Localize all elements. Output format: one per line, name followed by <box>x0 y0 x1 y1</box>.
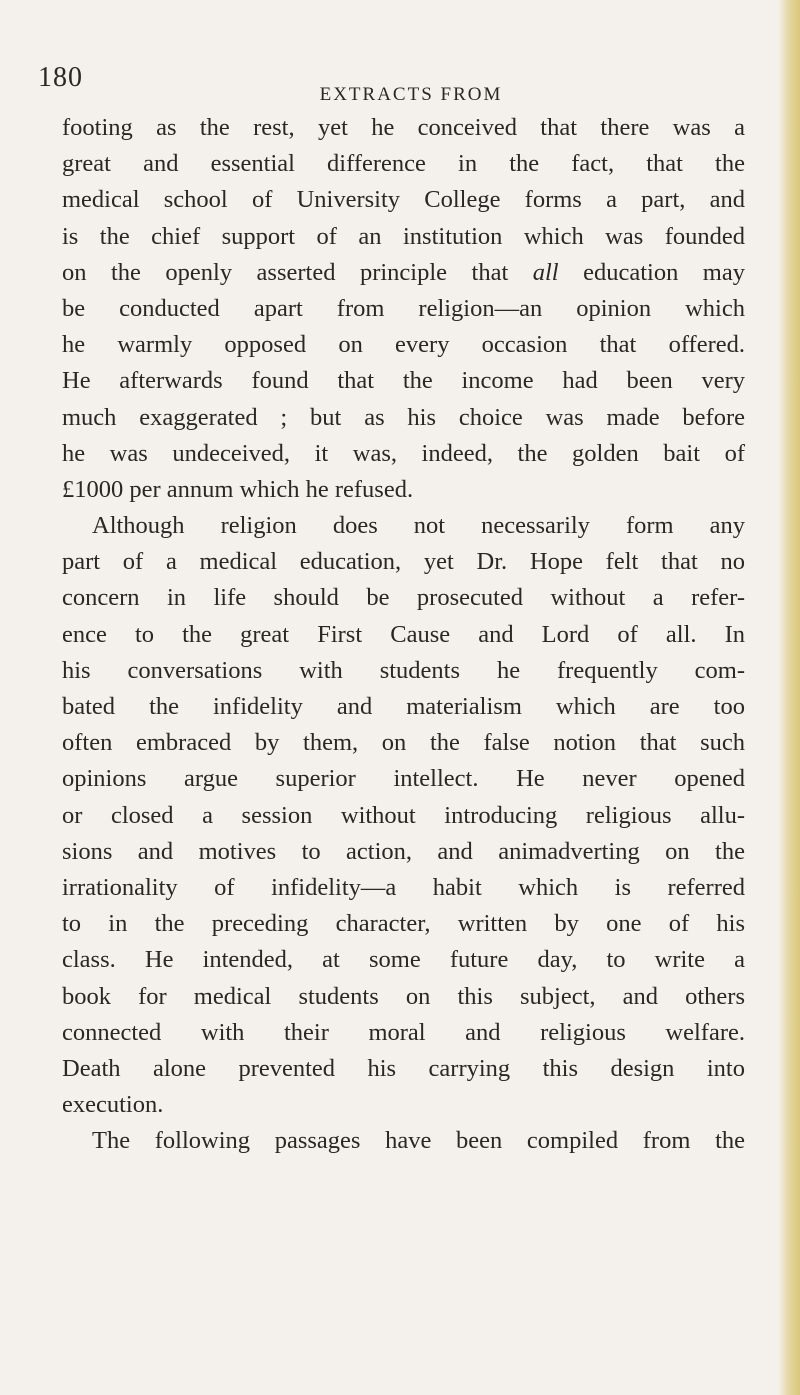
text-line: book for medical students on this subject, and others <box>62 982 745 1010</box>
text-line: concern in life should be prosecuted without a refer- <box>62 584 745 612</box>
text-line <box>62 255 745 291</box>
text-line: medical school of University College forms a part, and <box>62 186 745 214</box>
text-line: execution. <box>62 1091 164 1119</box>
text-segment: education may <box>558 258 745 286</box>
running-head: EXTRACTS FROM <box>319 84 503 105</box>
text-line: He afterwards found that the income had been very <box>62 367 745 395</box>
text-line: £1000 per annum which he refused. <box>62 475 414 503</box>
page-number: 180 <box>38 62 83 93</box>
text-line: often embraced by them, on the false notion that such <box>62 729 745 757</box>
text-line: his conversations with students he frequently com- <box>62 656 745 684</box>
text-line: irrationality of infidelity—a habit which is referred <box>62 873 745 901</box>
paragraph-start-line: The following passages have been compiled from the <box>92 1127 745 1155</box>
text-line: opinions argue superior intellect. He never opened <box>62 765 745 793</box>
text-line: to in the preceding character, written by one of his <box>62 910 745 938</box>
italic-word: all <box>532 258 559 286</box>
text-line: he warmly opposed on every occasion that offered. <box>62 331 745 359</box>
text-line: footing as the rest, yet he conceived that there was a <box>62 114 745 141</box>
paragraph-start-line: Although religion does not necessarily form any <box>92 512 745 540</box>
text-segment: on the openly asserted principle that <box>62 258 533 286</box>
text-line: part of a medical education, yet Dr. Hope felt that no <box>62 548 745 576</box>
text-line: class. He intended, at some future day, to write a <box>62 946 745 974</box>
text-line: or closed a session without introducing religious allu- <box>62 801 745 829</box>
text-line: great and essential difference in the fact, that the <box>62 150 745 178</box>
text-line: is the chief support of an institution which was founded <box>62 222 745 250</box>
page-edge-discoloration <box>778 0 800 1395</box>
text-line: much exaggerated ; but as his choice was made before <box>62 403 745 431</box>
text-line: he was undeceived, it was, indeed, the golden bait of <box>62 439 745 467</box>
body-text <box>62 110 745 1159</box>
text-line: ence to the great First Cause and Lord of all. In <box>62 620 745 648</box>
text-line: connected with their moral and religious welfare. <box>62 1018 745 1046</box>
text-line: Death alone prevented his carrying this design into <box>62 1054 745 1082</box>
text-line: be conducted apart from religion—an opinion which <box>62 294 745 322</box>
text-line: sions and motives to action, and animadverting on the <box>62 837 745 865</box>
text-line: bated the infidelity and materialism which are too <box>62 693 745 720</box>
